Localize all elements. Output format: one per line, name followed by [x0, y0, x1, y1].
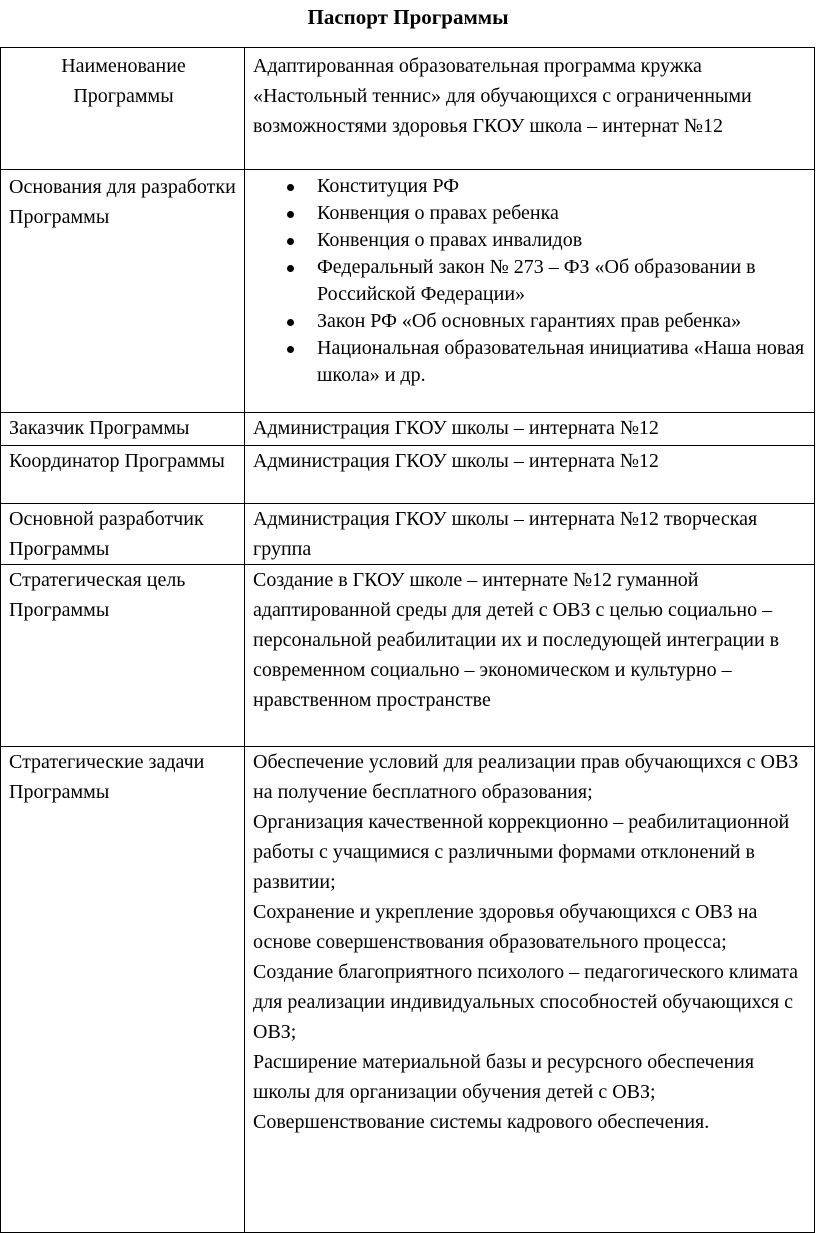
- document-title: Паспорт Программы: [307, 5, 509, 29]
- value-tasks: [245, 747, 815, 1233]
- table-row-name: [1, 48, 815, 170]
- label-program-name: Наименование Программы: [1, 48, 245, 170]
- task-paragraph: Сохранение и укрепление здоровья обучающихся с ОВЗ на основе совершенствования образовательного процесса;: [253, 901, 758, 953]
- table-row-developer: [1, 504, 815, 565]
- label-customer: Заказчик Программы: [1, 413, 245, 446]
- table-row-customer: [1, 413, 815, 446]
- table-row-coordinator: [1, 446, 815, 504]
- task-paragraph: Создание благоприятного психолого – педагогического климата для реализации индивидуальных способностей обучающихся с ОВЗ;: [253, 961, 798, 1043]
- task-paragraph: Организация качественной коррекционно – реабилитационной работы с учащимися с различными формами отклонений в развитии;: [253, 811, 790, 893]
- label-bases: Основания для разработки Программы: [1, 170, 245, 413]
- label-tasks: Стратегические задачи Программы: [1, 747, 245, 1233]
- value-goal: Создание в ГКОУ школе – интернате №12 гуманной адаптированной среды для детей с ОВЗ с целью социально – персональной реабилитации их и последующей интеграции в современном социально – экономическом и культурно – нравственном пространстве: [245, 565, 815, 747]
- list-item: Национальная образовательная инициатива «Наша новая школа» и др.: [253, 335, 808, 389]
- label-coordinator: Координатор Программы: [1, 446, 245, 504]
- bases-list: [253, 173, 808, 389]
- list-item: Федеральный закон № 273 – ФЗ «Об образовании в Российской Федерации»: [253, 254, 808, 308]
- label-developer: Основной разработчик Программы: [1, 504, 245, 565]
- table-row-bases: [1, 170, 815, 413]
- value-bases: [245, 170, 815, 413]
- list-item: Конвенция о правах ребенка: [253, 200, 808, 227]
- program-passport-table: [0, 47, 815, 1233]
- value-program-name: Адаптированная образовательная программа кружка «Настольный теннис» для обучающихся с ограниченными возможностями здоровья ГКОУ школа – интернат №12: [245, 48, 815, 170]
- value-coordinator: Администрация ГКОУ школы – интерната №12: [245, 446, 815, 504]
- list-item: Конституция РФ: [253, 173, 808, 200]
- list-item: Конвенция о правах инвалидов: [253, 227, 808, 254]
- value-customer: Администрация ГКОУ школы – интерната №12: [245, 413, 815, 446]
- task-paragraph: Расширение материальной базы и ресурсного обеспечения школы для организации обучения детей с ОВЗ;: [253, 1051, 755, 1103]
- task-paragraph: Совершенствование системы кадрового обеспечения.: [253, 1111, 710, 1133]
- table-row-tasks: [1, 747, 815, 1233]
- table-row-goal: [1, 565, 815, 747]
- label-goal: Стратегическая цель Программы: [1, 565, 245, 747]
- value-developer: Администрация ГКОУ школы – интерната №12 творческая группа: [245, 504, 815, 565]
- task-paragraph: Обеспечение условий для реализации прав обучающихся с ОВЗ на получение бесплатного образования;: [253, 751, 799, 803]
- list-item: Закон РФ «Об основных гарантиях прав ребенка»: [253, 308, 808, 335]
